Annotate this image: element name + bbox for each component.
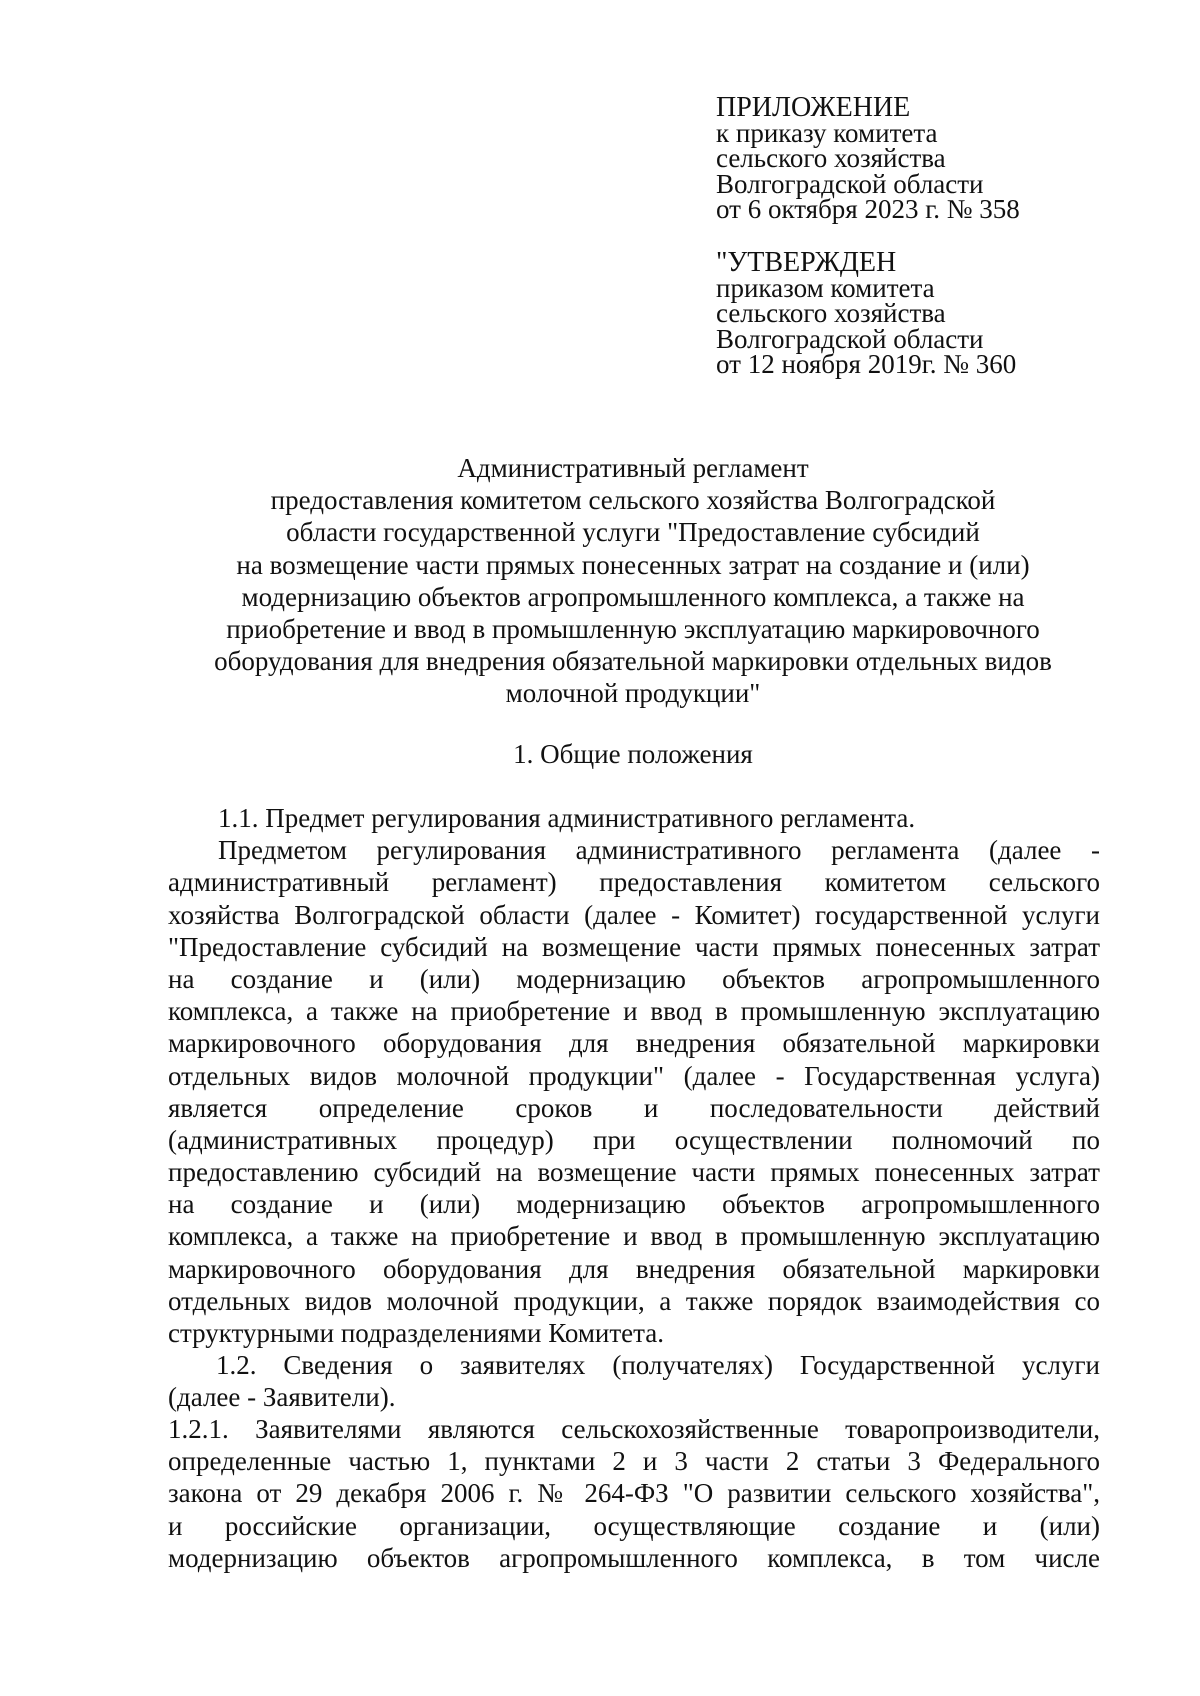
approval-line: сельского хозяйства <box>716 298 946 328</box>
approval-line: от 12 ноября 2019г. № 360 <box>716 349 1017 379</box>
title-line: приобретение и ввод в промышленную эксплуатацию маркировочного <box>226 614 1040 645</box>
paragraph-line: отдельных видов молочной продукции, а также порядок взаимодействия со <box>168 1285 1100 1316</box>
section-heading: 1. Общие положения <box>513 739 753 769</box>
paragraph-line: Предметом регулирования административного регламента (далее - <box>218 835 1100 866</box>
paragraph-line: административный регламент) предоставления комитетом сельского <box>168 867 1100 898</box>
paragraph-line: на создание и (или) модернизацию объектов агропромышленного <box>168 963 1100 994</box>
paragraph-line: предоставлению субсидий на возмещение части прямых понесенных затрат <box>168 1157 1100 1188</box>
paragraph-line: 1.2. Сведения о заявителях (получателях) Государственной услуги <box>216 1350 1100 1380</box>
paragraph-line: является определение сроков и последовательности действий <box>168 1092 1100 1123</box>
paragraph-line: и российские организации, осуществляющие создание и (или) <box>168 1510 1100 1541</box>
paragraph-line: определенные частью 1, пунктами 2 и 3 части 2 статьи 3 Федерального <box>168 1446 1100 1477</box>
appendix-line: к приказу комитета <box>716 117 938 148</box>
title-line: Административный регламент <box>457 453 809 483</box>
title-line: оборудования для внедрения обязательной маркировки отдельных видов <box>214 646 1052 677</box>
paragraph-line: маркировочного оборудования для внедрения обязательной маркировки <box>168 1028 1100 1059</box>
paragraph-line: 1.1. Предмет регулирования административного регламента. <box>218 803 916 833</box>
paragraph-line: модернизацию объектов агропромышленного комплекса, в том числе <box>168 1542 1100 1573</box>
appendix-line: от 6 октября 2023 г. № 358 <box>716 194 1020 224</box>
paragraph-1-1 <box>168 802 1100 1349</box>
paragraph-line: 1.2.1. Заявителями являются сельскохозяйственные товаропроизводители, <box>168 1414 1100 1444</box>
approval-heading: "УТВЕРЖДЕН <box>716 247 897 278</box>
paragraph-line: маркировочного оборудования для внедрения обязательной маркировки <box>168 1253 1100 1284</box>
paragraph-1-2 <box>168 1349 1100 1413</box>
paragraph-line: структурными подразделениями Комитета. <box>168 1318 665 1349</box>
title-line: на возмещение части прямых понесенных затрат на создание и (или) <box>236 549 1030 580</box>
approval-line: Волгоградской области <box>716 323 984 354</box>
paragraph-line: комплекса, а также на приобретение и ввод в промышленную эксплуатацию <box>168 996 1100 1027</box>
paragraph-line: (далее - Заявители). <box>168 1382 396 1413</box>
document-title <box>168 452 1098 710</box>
appendix-line: Волгоградской области <box>716 168 984 199</box>
appendix-block <box>716 92 1156 224</box>
title-line: предоставления комитетом сельского хозяйства Волгоградской <box>270 485 996 516</box>
paragraph-1-2-1 <box>168 1413 1100 1574</box>
paragraph-line: "Предоставление субсидий на возмещение части прямых понесенных затрат <box>168 931 1100 962</box>
title-line: модернизацию объектов агропромышленного комплекса, а также на <box>241 581 1025 612</box>
paragraph-line: закона от 29 декабря 2006 г. № 264-ФЗ "О развитии сельского хозяйства", <box>168 1478 1100 1509</box>
title-line: области государственной услуги "Предоставление субсидий <box>286 517 980 548</box>
paragraph-line: хозяйства Волгоградской области (далее - Комитет) государственной услуги <box>168 899 1100 930</box>
paragraph-line: комплекса, а также на приобретение и ввод в промышленную эксплуатацию <box>168 1221 1100 1252</box>
appendix-heading: ПРИЛОЖЕНИЕ <box>716 92 911 123</box>
appendix-line: сельского хозяйства <box>716 143 946 173</box>
paragraph-line: на создание и (или) модернизацию объектов агропромышленного <box>168 1189 1100 1220</box>
paragraph-line: отдельных видов молочной продукции" (далее - Государственная услуга) <box>168 1060 1100 1091</box>
approval-block <box>716 247 1156 379</box>
approval-line: приказом комитета <box>716 272 935 303</box>
title-line: молочной продукции" <box>505 678 761 709</box>
paragraph-line: (административных процедур) при осуществлении полномочий по <box>168 1124 1100 1155</box>
